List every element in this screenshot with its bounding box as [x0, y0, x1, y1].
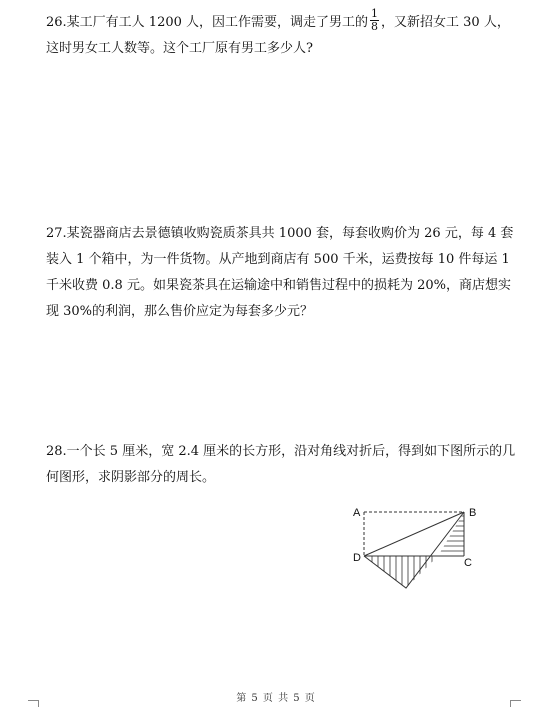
question-28 — [46, 439, 516, 491]
label-c: C — [464, 557, 472, 569]
question-27-text: 27.某瓷器商店去景德镇收购瓷质茶具共 1000 套，每套收购价为 26 元，每 4 套装入 1 个箱中，为一件货物。从产地到商店有 500 千米，运费按每 10 件每运 1 千米收费 0.8 元。如果瓷茶具在运输途中和销售过程中的损耗为 20%，商店想实现 30%的利润，那么售价应定为每套多少元？ — [46, 226, 514, 319]
diagonal-db — [364, 512, 464, 556]
folded-rectangle-figure — [350, 500, 490, 600]
fraction-one-eighth — [370, 8, 379, 33]
label-d: D — [353, 552, 361, 564]
fraction-denominator: 8 — [371, 20, 379, 33]
question-26 — [46, 7, 516, 62]
label-b: B — [469, 507, 477, 519]
fraction-numerator: 1 — [371, 7, 379, 20]
page-footer: 第 5 页 共 5 页 — [236, 693, 316, 704]
label-a: A — [353, 507, 361, 519]
question-26-text-start: 26.某工厂有工人 1200 人，因工作需要，调走了男工的 — [46, 15, 369, 30]
question-28-text: 28.一个长 5 厘米，宽 2.4 厘米的长方形，沿对角线对折后，得到如下图所示的几何图形，求阴影部分的周长。 — [46, 444, 516, 485]
question-26-text-end: ，又新招女工 30 人，这时男女工人数等。这个工厂原有男工多少人? — [46, 15, 510, 56]
question-27 — [46, 221, 516, 325]
